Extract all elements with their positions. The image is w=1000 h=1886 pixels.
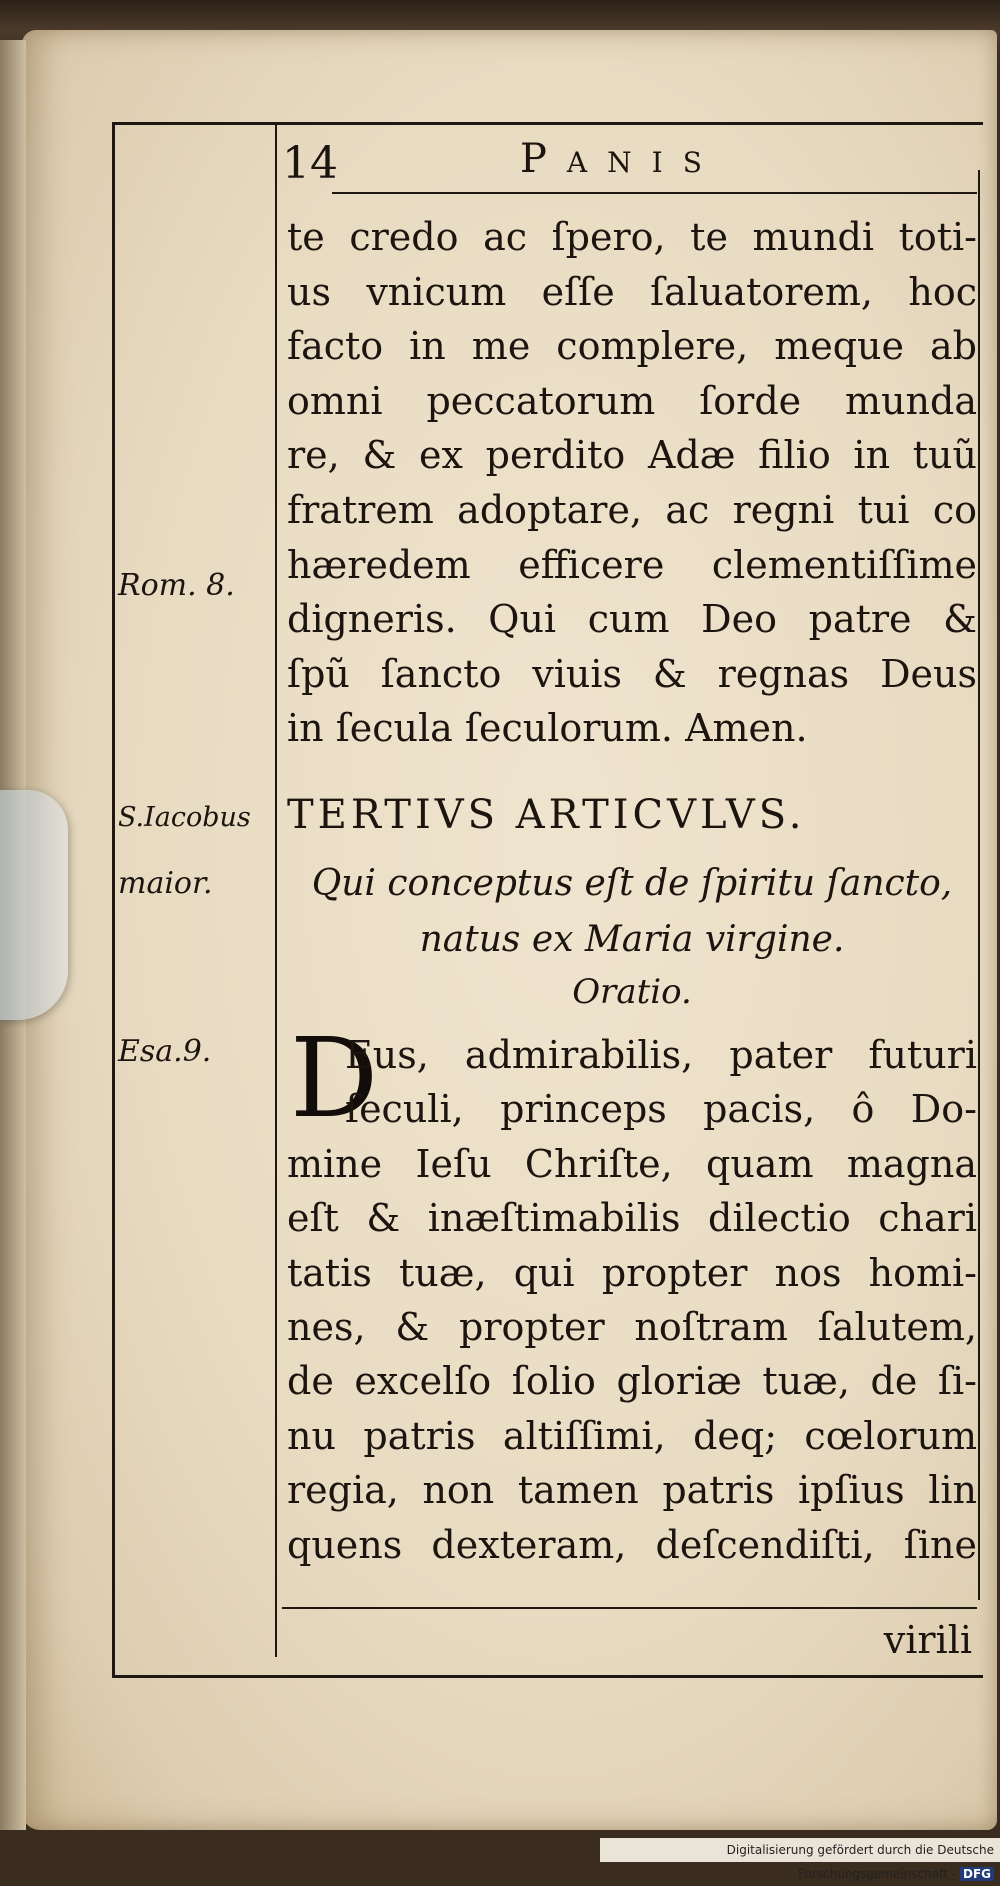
prayer-text <box>287 1014 977 1572</box>
text-line: quens dexteram, deſcendiſti, ſine <box>287 1522 977 1567</box>
text-line: facto in me complere, meque ab <box>287 324 977 369</box>
text-line: ſpũ ſancto viuis & regnas Deus <box>287 651 977 696</box>
margin-note-esa: Esa.9. <box>118 1034 212 1069</box>
subtitle-line: natus ex Maria virgine. <box>419 919 845 960</box>
text-line: us vnicum eſſe ſaluatorem, hoc <box>287 269 977 314</box>
credit-text: Digitalisierung gefördert durch die Deutsche Forschungsgemeinschaft - <box>726 1843 994 1881</box>
article-heading: TERTIVS ARTICVLVS. <box>287 792 806 838</box>
text-line: omni peccatorum ſorde munda <box>287 378 977 423</box>
footer-rule <box>282 1607 977 1609</box>
body-text <box>287 210 977 756</box>
header-rule <box>332 192 977 194</box>
text-line: in ſecula ſeculorum. Amen. <box>287 706 808 751</box>
dfg-logo-badge: DFG <box>960 1867 994 1881</box>
margin-note-iacobus: S.Iacobus <box>118 802 251 833</box>
text-line: fratrem adoptare, ac regni tui co <box>287 487 977 532</box>
text-line: eſt & inæſtimabilis dilectio chari <box>287 1196 977 1241</box>
text-line: mine Ieſu Chriſte, quam magna <box>287 1141 977 1186</box>
drop-cap: D <box>290 1014 379 1142</box>
text-line: de excelſo ſolio gloriæ tuæ, de ſi- <box>287 1359 977 1404</box>
article-subtitle <box>287 856 977 968</box>
text-line: nu patris altiſſimi, deq; cœlorum <box>287 1413 977 1458</box>
text-line: te credo ac ſpero, te mundi toti- <box>287 215 977 259</box>
running-head: Panis <box>520 136 722 182</box>
catchword: virili <box>883 1618 972 1662</box>
page-frame-right-rule <box>978 170 980 1600</box>
margin-note-rom: Rom. 8. <box>118 568 235 603</box>
text-line: regia, non tamen patris ipſius lin <box>287 1468 977 1513</box>
holding-thumb <box>0 790 68 1020</box>
margin-note-maior: maior. <box>118 866 213 901</box>
text-line: hæredem efficere clementiſſime <box>287 542 977 587</box>
digitization-credit <box>600 1838 1000 1881</box>
subtitle-line: Qui conceptus eſt de ſpiritu ſancto, <box>311 863 953 904</box>
text-line: ſeculi, princeps pacis, ô Do- <box>345 1087 977 1132</box>
text-line: nes, & propter noſtram ſalutem, <box>287 1305 977 1350</box>
text-line: tatis tuæ, qui propter nos homi- <box>287 1250 977 1295</box>
page-number: 14 <box>282 138 338 189</box>
margin-rule <box>275 122 277 1657</box>
text-line: digneris. Qui cum Deo patre & <box>287 597 977 642</box>
text-line: Eus, admirabilis, pater futuri <box>345 1033 977 1077</box>
text-line: re, & ex perdito Adæ filio in tuũ <box>287 433 977 478</box>
oratio-heading: Oratio. <box>572 972 692 1012</box>
